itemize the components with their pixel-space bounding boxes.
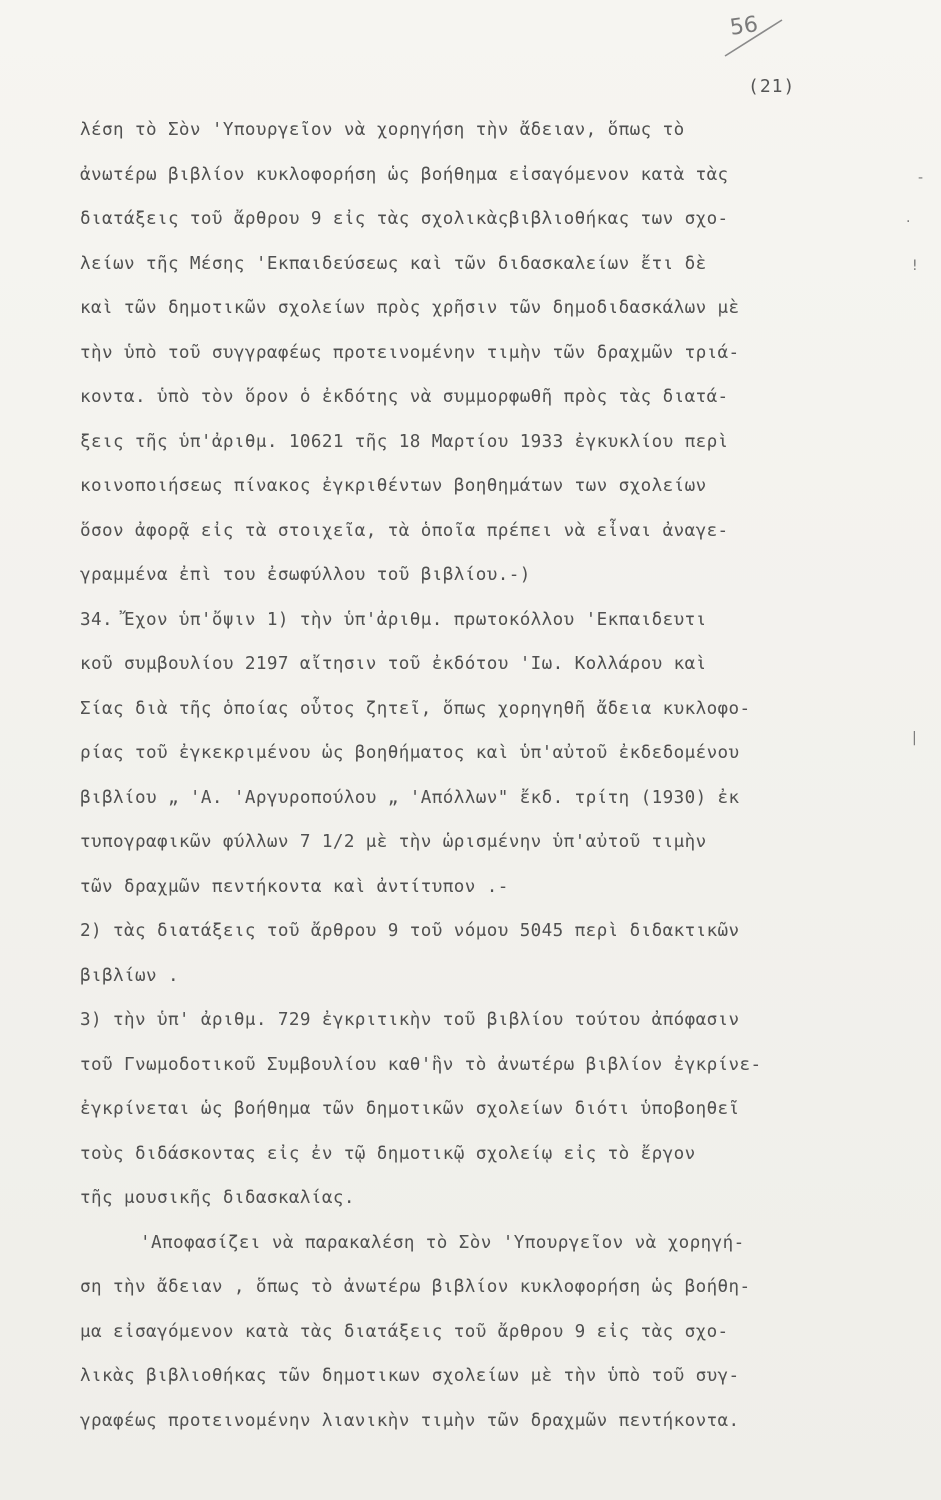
text-line: 3) τὴν ὑπ' ἀριθμ. 729 ἐγκριτικὴν τοῦ βιβλίου τούτου ἀπόφασιν	[80, 1010, 740, 1030]
text-line: βιβλίου „ 'Α. 'Αργυροπούλου „ 'Απόλλων" ἔκδ. τρίτη (1930) ἐκ	[80, 787, 740, 808]
text-line: 34. Ἔχον ὑπ'ὄψιν 1) τὴν ὑπ'ἀριθμ. πρωτοκόλλου 'Εκπαιδευτι	[80, 609, 707, 630]
text-line: γραφέως προτεινομένην λιανικὴν τιμὴν τῶν δραχμῶν πεντήκοντα.	[80, 1410, 740, 1431]
text-line: 'Αποφασίζει νὰ παρακαλέση τὸ Σὸν 'Υπουργεῖον νὰ χορηγή-	[140, 1232, 745, 1253]
text-line: ση τὴν ἄδειαν , ὅπως τὸ ἀνωτέρω βιβλίον κυκλοφορήση ὡς βοήθη-	[80, 1277, 751, 1297]
text-line: τοῦ Γνωμοδοτικοῦ Συμβουλίου καθ'ἣν τὸ ἀνωτέρω βιβλίον ἐγκρίνε-	[80, 1054, 762, 1075]
text-line: 2) τὰς διατάξεις τοῦ ἄρθρου 9 τοῦ νόμου 5045 περὶ διδακτικῶν	[80, 921, 740, 941]
text-line: καὶ τῶν δημοτικῶν σχολείων πρὸς χρῆσιν τῶν δημοδιδασκάλων μὲ	[80, 298, 740, 318]
body-text	[80, 108, 910, 1443]
text-line: τοὺς διδάσκοντας εἰς ἐν τῷ δημοτικῷ σχολείῳ εἰς τὸ ἔργον	[80, 1143, 696, 1164]
text-line: ρίας τοῦ ἐγκεκριμένου ὡς βοηθήματος καὶ ὑπ'αὐτοῦ ἐκδεδομένου	[80, 743, 740, 763]
text-line: λικὰς βιβλιοθήκας τῶν δημοτικων σχολείων μὲ τὴν ὑπὸ τοῦ συγ-	[80, 1366, 740, 1386]
text-line: τυπογραφικῶν φύλλων 7 1/2 μὲ τὴν ὡρισμένην ὑπ'αὐτοῦ τιμὴν	[80, 832, 707, 852]
margin-bar: |	[912, 730, 917, 746]
margin-dash: -	[918, 170, 924, 186]
text-line: τῶν δραχμῶν πεντήκοντα καὶ ἀντίτυπον .-	[80, 876, 509, 897]
text-line: λείων τῆς Μέσης 'Εκπαιδεύσεως καὶ τῶν διδασκαλείων ἔτι δὲ	[80, 253, 707, 274]
folio-number: 56	[728, 12, 760, 41]
text-line: κοινοποιήσεως πίνακος ἐγκριθέντων βοηθημάτων των σχολείων	[80, 476, 707, 496]
text-line: ὅσον ἀφορᾷ εἰς τὰ στοιχεῖα, τὰ ὁποῖα πρέπει νὰ εἶναι ἀναγε-	[80, 520, 729, 541]
text-line: κοντα. ὑπὸ τὸν ὅρον ὁ ἐκδότης νὰ συμμορφωθῆ πρὸς τὰς διατά-	[80, 387, 729, 407]
text-line: βιβλίων .	[80, 965, 179, 986]
text-line: λέση τὸ Σὸν 'Υπουργεῖον νὰ χορηγήση τὴν ἄδειαν, ὅπως τὸ	[80, 120, 685, 140]
margin-dot: ·	[906, 214, 911, 230]
text-line: μα εἰσαγόμενον κατὰ τὰς διατάξεις τοῦ ἄρθρου 9 εἰς τὰς σχο-	[80, 1321, 729, 1342]
text-line: ξεις τῆς ὑπ'ἀριθμ. 10621 τῆς 18 Μαρτίου 1933 ἐγκυκλίου περὶ	[80, 431, 729, 452]
margin-tick: !	[912, 258, 918, 274]
text-line: τὴν ὑπὸ τοῦ συγγραφέως προτεινομένην τιμὴν τῶν δραχμῶν τριά-	[80, 342, 740, 363]
page-number: (21)	[748, 76, 796, 97]
text-line: διατάξεις τοῦ ἄρθρου 9 εἰς τὰς σχολικὰςβιβλιοθήκας των σχο-	[80, 209, 729, 229]
text-line: ἐγκρίνεται ὡς βοήθημα τῶν δημοτικῶν σχολείων διότι ὑποβοηθεῖ	[80, 1099, 740, 1119]
text-line: Σίας διὰ τῆς ὁποίας οὗτος ζητεῖ, ὅπως χορηγηθῆ ἄδεια κυκλοφο-	[80, 698, 751, 719]
text-line: τῆς μουσικῆς διδασκαλίας.	[80, 1188, 355, 1208]
text-line: ἀνωτέρω βιβλίον κυκλοφορήση ὡς βοήθημα εἰσαγόμενον κατὰ τὰς	[80, 164, 729, 185]
text-line: γραμμένα ἐπὶ του ἐσωφύλλου τοῦ βιβλίου.-)	[80, 565, 531, 585]
text-line: κοῦ συμβουλίου 2197 αἴτησιν τοῦ ἐκδότου 'Ιω. Κολλάρου καὶ	[80, 654, 707, 674]
